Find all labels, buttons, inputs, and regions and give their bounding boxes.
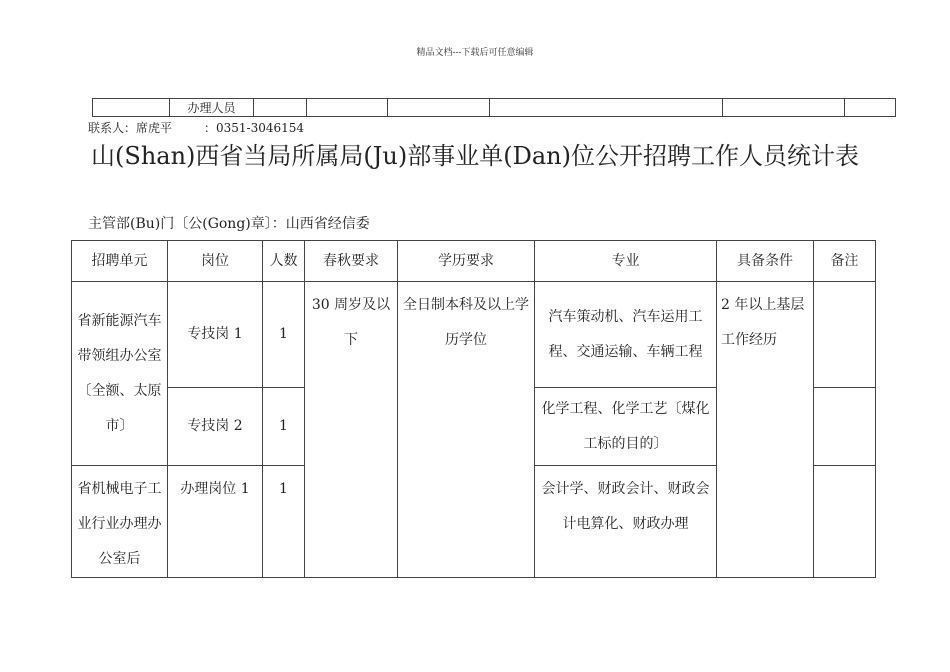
unit-cell: 省机械电子工业行业办理办公室后 [72, 466, 168, 578]
table-cell [723, 99, 845, 117]
count-cell: 1 [263, 282, 305, 388]
age-cell: 30 周岁及以下 [305, 282, 398, 578]
post-cell: 专技岗 1 [168, 282, 263, 388]
unit-cell: 省新能源汽车带领组办公室〔全额、太原市〕 [72, 282, 168, 466]
table-cell [845, 99, 896, 117]
major-cell: 汽车策动机、汽车运用工程、交通运输、车辆工程 [535, 282, 717, 388]
table-cell [490, 99, 723, 117]
contact-name: 联系人：席虎平 [88, 121, 173, 135]
column-header: 备注 [814, 241, 876, 282]
contact-phone: ：0351-3046154 [204, 121, 305, 135]
table-row [72, 282, 876, 388]
major-cell: 会计学、财政会计、财政会计电算化、财政办理 [535, 466, 717, 578]
table-cell [254, 99, 307, 117]
remark-cell [814, 282, 876, 388]
department-line: 主管部(Bu)门〔公(Gong)章〕：山西省经信委 [88, 216, 370, 232]
column-header: 具备条件 [717, 241, 814, 282]
column-header: 专业 [535, 241, 717, 282]
table-header-row [72, 241, 876, 282]
header-note: 精品文档---下载后可任意编辑 [416, 48, 534, 58]
column-header: 招聘单元 [72, 241, 168, 282]
table-cell [388, 99, 490, 117]
remark-cell [814, 388, 876, 466]
top-table-fragment [92, 98, 896, 117]
table-cell [93, 99, 170, 117]
education-cell: 全日制本科及以上学历学位 [398, 282, 535, 578]
post-cell: 办理岗位 1 [168, 466, 263, 578]
column-header: 学历要求 [398, 241, 535, 282]
table-cell [307, 99, 388, 117]
condition-cell: 2 年以上基层工作经历 [717, 282, 814, 578]
column-header: 春秋要求 [305, 241, 398, 282]
table-row [93, 99, 896, 117]
document-title: 山(Shan)西省当局所属局(Ju)部事业单(Dan)位公开招聘工作人员统计表 [91, 142, 859, 170]
contact-line [88, 119, 304, 136]
major-cell: 化学工程、化学工艺〔煤化工标的目的〕 [535, 388, 717, 466]
column-header: 岗位 [168, 241, 263, 282]
remark-cell [814, 466, 876, 578]
count-cell: 1 [263, 466, 305, 578]
post-cell: 专技岗 2 [168, 388, 263, 466]
recruitment-table [71, 240, 876, 578]
column-header: 人数 [263, 241, 305, 282]
top-row-label: 办理人员 [170, 99, 254, 117]
count-cell: 1 [263, 388, 305, 466]
